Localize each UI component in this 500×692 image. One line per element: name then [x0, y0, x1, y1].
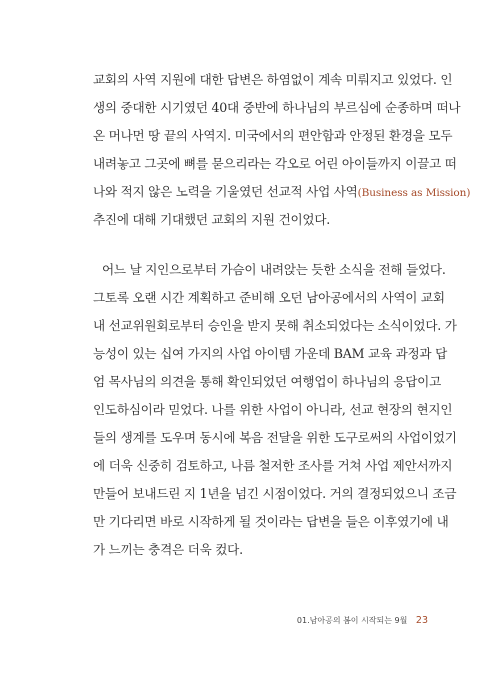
paragraph-line: 에 더욱 신중히 검토하고, 나름 철저한 조사를 거쳐 사업 제안서까지: [93, 458, 453, 473]
paragraph-line: 온 머나먼 땅 끝의 사역지. 미국에서의 편안함과 안정된 환경을 모두: [93, 128, 453, 143]
paragraph-2: [93, 256, 457, 564]
paragraph-line: 어느 날 지인으로부터 가슴이 내려앉는 듯한 소식을 전해 들었다.: [102, 262, 446, 277]
paragraph-line: 들의 생계를 도우며 동시에 복음 전달을 위한 도구로써의 사업이었기: [93, 430, 457, 445]
paragraph-line: 엄 목사님의 의견을 통해 확인되었던 여행업이 하나님의 응답이고: [93, 374, 441, 389]
paragraph-line: 인도하심이라 믿었다. 나를 위한 사업이 아니라, 선교 현장의 현지인: [93, 402, 453, 417]
page-number: 23: [415, 615, 428, 626]
paragraph-line: 능성이 있는 십여 가지의 사업 아이템 가운데 BAM 교육 과정과 답: [93, 346, 447, 361]
page-footer: [0, 615, 428, 626]
paragraph-1: [93, 66, 471, 234]
paragraph-line: 만 기다리면 바로 시작하게 될 것이라는 답변을 들은 이후였기에 내: [93, 514, 449, 529]
paragraph-line-text: 나와 적지 않은 노력을 기울였던 선교적 사업 사역: [93, 184, 358, 199]
chapter-title: 01.남아공의 봄이 시작되는 9월: [296, 616, 408, 625]
paragraph-line: 그토록 오랜 시간 계획하고 준비해 오던 남아공에서의 사역이 교회: [93, 290, 445, 305]
paragraph-line: 가 느끼는 충격은 더욱 컸다.: [93, 542, 243, 557]
paragraph-line: 만들어 보내드린 지 1년을 넘긴 시점이었다. 거의 결정되었으니 조금: [93, 486, 457, 501]
english-term: (Business as Mission): [357, 187, 471, 199]
paragraph-line: [93, 178, 471, 206]
paragraph-line: 내려놓고 그곳에 뼈를 묻으리라는 각오로 어린 아이들까지 이끌고 떠: [93, 156, 457, 171]
paragraph-line: 생의 중대한 시기였던 40대 중반에 하나님의 부르심에 순종하며 떠나: [93, 100, 461, 115]
paragraph-line: 내 선교위원회로부터 승인을 받지 못해 취소되었다는 소식이었다. 가: [93, 318, 457, 333]
paragraph-line: 교회의 사역 지원에 대한 답변은 하염없이 계속 미뤄지고 있었다. 인: [93, 72, 453, 87]
paragraph-line: 추진에 대해 기대했던 교회의 지원 건이었다.: [93, 212, 330, 227]
